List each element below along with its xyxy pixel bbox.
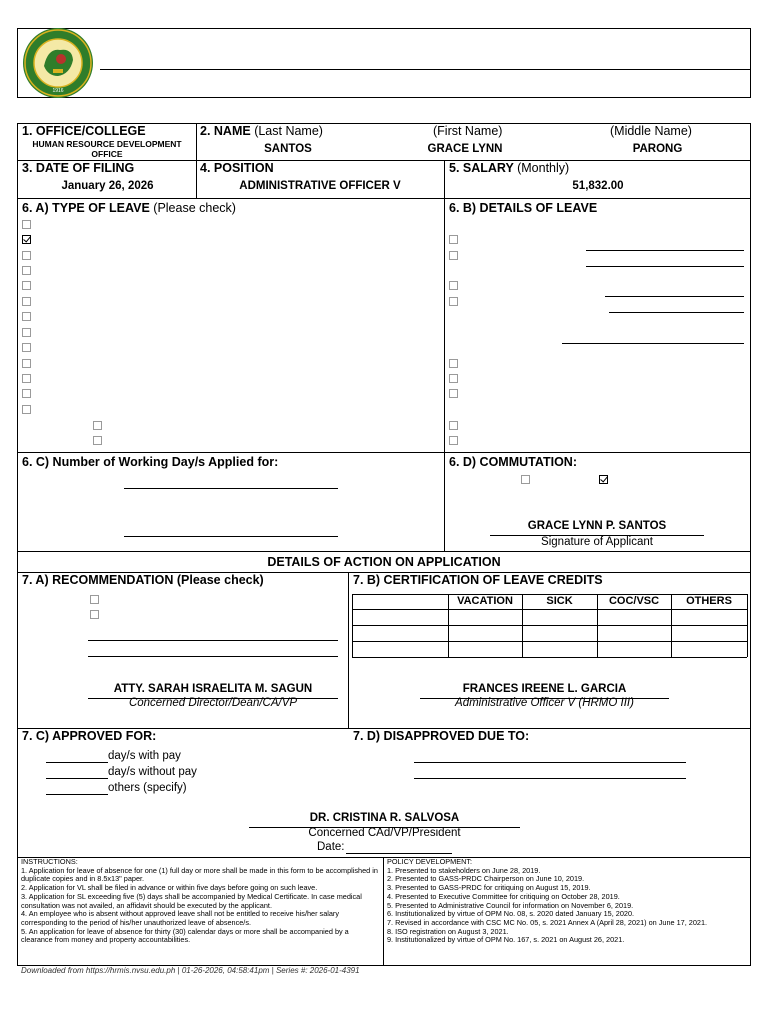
applicant-name: GRACE LYNN P. SANTOS bbox=[527, 520, 667, 532]
leave-detail-checkbox[interactable] bbox=[449, 359, 458, 368]
leave-type-checkbox[interactable] bbox=[22, 281, 31, 290]
credits-column-header: OTHERS bbox=[686, 595, 732, 607]
policy-item: 2. Presented to GASS-PRDC Chairperson on June 10, 2019. bbox=[387, 874, 585, 884]
approved-line-2: day/s without pay bbox=[108, 766, 197, 778]
details-line-5 bbox=[562, 343, 744, 344]
salary-label: 5. SALARY (Monthly) bbox=[449, 161, 570, 175]
first-name-label: (First Name) bbox=[433, 124, 503, 138]
credits-column-header: COC/VSC bbox=[608, 595, 660, 607]
recommend-disapprove-checkbox[interactable] bbox=[90, 610, 99, 619]
details-line-3 bbox=[605, 296, 744, 297]
credits-row-line bbox=[352, 657, 747, 658]
position-value: ADMINISTRATIVE OFFICER V bbox=[239, 180, 401, 192]
leave-type-checkbox[interactable] bbox=[22, 235, 31, 244]
disapproved-line-2 bbox=[414, 778, 686, 779]
row6c-top bbox=[17, 452, 751, 453]
university-seal-logo bbox=[18, 26, 98, 100]
first-name-value: GRACE LYNN bbox=[427, 143, 503, 155]
instruction-item: 3. Application for SL exceeding five (5) days shall be accompanied by Medical Certificate. In case medical consultation was not availed, an affidavit should be executed by the applicant. bbox=[21, 891, 362, 910]
download-footer: Downloaded from https://hrmis.nvsu.edu.ph | 01-26-2026, 04:58:41pm | Series #: 2026-01-4391 bbox=[21, 966, 360, 975]
leave-type-checkbox[interactable] bbox=[22, 312, 31, 321]
sec6-div bbox=[444, 198, 445, 552]
sec7ab-div bbox=[348, 572, 349, 728]
policy-item: 8. ISO registration on August 3, 2021. bbox=[387, 926, 509, 936]
approved-blank-3 bbox=[46, 794, 108, 795]
details-line-4 bbox=[609, 312, 744, 313]
credits-column-header: SICK bbox=[546, 595, 573, 607]
approved-blank-1 bbox=[46, 762, 108, 763]
working-days-line-1 bbox=[124, 488, 338, 489]
middle-name-label: (Middle Name) bbox=[610, 124, 692, 138]
leave-type-checkbox[interactable] bbox=[22, 328, 31, 337]
svg-text:1916: 1916 bbox=[52, 88, 64, 94]
leave-type-checkbox[interactable] bbox=[22, 220, 31, 229]
recommend-approve-checkbox[interactable] bbox=[90, 595, 99, 604]
name-label: 2. NAME (Last Name) bbox=[200, 124, 323, 138]
row2-div-a bbox=[196, 160, 197, 198]
credits-column-header: VACATION bbox=[457, 595, 513, 607]
applicant-caption: Signature of Applicant bbox=[541, 536, 653, 548]
certification-title: Administrative Officer V (HRMO III) bbox=[455, 697, 634, 709]
approved-label: 7. C) APPROVED FOR: bbox=[22, 729, 157, 743]
credits-row-line bbox=[352, 641, 747, 642]
credits-col-line bbox=[747, 594, 748, 657]
leave-detail-checkbox[interactable] bbox=[449, 235, 458, 244]
working-days-line-2 bbox=[124, 536, 338, 537]
instructions-heading: INSTRUCTIONS: bbox=[21, 857, 78, 866]
leave-type-checkbox[interactable] bbox=[93, 421, 102, 430]
credits-row-line bbox=[352, 625, 747, 626]
header-box bbox=[17, 28, 751, 98]
date-label: Date: bbox=[317, 841, 345, 853]
leave-type-checkbox[interactable] bbox=[93, 436, 102, 445]
row2-div-b bbox=[444, 160, 445, 198]
president-title: Concerned CAd/VP/President bbox=[308, 827, 461, 839]
credits-row-line bbox=[352, 609, 747, 610]
leave-detail-checkbox[interactable] bbox=[449, 421, 458, 430]
policy-heading: POLICY DEVELOPMENT: bbox=[387, 857, 473, 866]
disapproved-line-1 bbox=[414, 762, 686, 763]
leave-type-checkbox[interactable] bbox=[22, 251, 31, 260]
leave-type-checkbox[interactable] bbox=[22, 374, 31, 383]
recommend-line-2 bbox=[88, 656, 338, 657]
row1-div bbox=[196, 123, 197, 160]
leave-detail-checkbox[interactable] bbox=[449, 436, 458, 445]
recommendation-title: Concerned Director/Dean/CA/VP bbox=[128, 697, 298, 709]
leave-type-checkbox[interactable] bbox=[22, 266, 31, 275]
instruction-item: 2. Application for VL shall be filed in advance or within five days before going on such leave. bbox=[21, 883, 318, 893]
action-top bbox=[17, 551, 751, 552]
leave-detail-checkbox[interactable] bbox=[449, 251, 458, 260]
policy-item: 9. Institutionalized by virtue of OPM No. 167, s. 2021 on August 26, 2021. bbox=[387, 935, 625, 945]
leave-detail-checkbox[interactable] bbox=[449, 297, 458, 306]
details-line-1 bbox=[586, 250, 744, 251]
details-leave-label: 6. B) DETAILS OF LEAVE bbox=[449, 201, 598, 215]
instruction-item: 1. Application for leave of absence for one (1) full day or more shall be made in this form to be accomplished in duplicate copies and in 8.5x13" paper. bbox=[21, 865, 378, 884]
last-name-value: SANTOS bbox=[264, 143, 312, 155]
salary-value: 51,832.00 bbox=[572, 180, 624, 192]
recommendation-signatory: ATTY. SARAH ISRAELITA M. SAGUN bbox=[113, 683, 313, 695]
date-line bbox=[346, 853, 452, 854]
leave-detail-checkbox[interactable] bbox=[449, 281, 458, 290]
details-line-2 bbox=[586, 266, 744, 267]
commutation-requested-checkbox[interactable] bbox=[599, 475, 608, 484]
leave-detail-checkbox[interactable] bbox=[449, 389, 458, 398]
leave-detail-checkbox[interactable] bbox=[449, 374, 458, 383]
recommendation-label: 7. A) RECOMMENDATION (Please check) bbox=[22, 573, 264, 587]
middle-name-value: PARONG bbox=[632, 143, 683, 155]
position-label: 4. POSITION bbox=[200, 161, 274, 175]
approved-blank-2 bbox=[46, 778, 108, 779]
working-days-label: 6. C) Number of Working Day/s Applied for: bbox=[22, 455, 279, 469]
policy-item: 6. Institutionalized by virtue of OPM No. 08, s. 2020 dated January 15, 2020. bbox=[387, 909, 635, 919]
instruction-item: 4. An employee who is absent without approved leave shall not be entitled to receive his/her salary corresponding to the period of his/her unauthorized leave of absence/s. bbox=[21, 909, 340, 927]
date-filing-value: January 26, 2026 bbox=[61, 180, 154, 192]
leave-type-checkbox[interactable] bbox=[22, 405, 31, 414]
policy-item: 5. Presented to Administrative Council for information on November 6, 2019. bbox=[387, 900, 634, 910]
approved-line-1: day/s with pay bbox=[108, 750, 181, 762]
leave-type-checkbox[interactable] bbox=[22, 389, 31, 398]
instructions-div bbox=[383, 857, 384, 966]
leave-type-checkbox[interactable] bbox=[22, 343, 31, 352]
policy-item: 3. Presented to GASS-PRDC for critiquing on August 15, 2019. bbox=[387, 883, 591, 893]
president-name: DR. CRISTINA R. SALVOSA bbox=[309, 812, 460, 824]
credits-col-line bbox=[352, 594, 353, 657]
certification-signatory: FRANCES IREENE L. GARCIA bbox=[462, 683, 627, 695]
office-value: HUMAN RESOURCE DEVELOPMENT OFFICE bbox=[32, 139, 182, 159]
action-header: DETAILS OF ACTION ON APPLICATION bbox=[267, 555, 501, 569]
disapproved-label: 7. D) DISAPPROVED DUE TO: bbox=[353, 729, 530, 743]
office-label: 1. OFFICE/COLLEGE bbox=[22, 124, 146, 138]
recommend-line-1 bbox=[88, 640, 338, 641]
type-leave-label: 6. A) TYPE OF LEAVE (Please check) bbox=[22, 201, 236, 215]
header-divider bbox=[100, 69, 751, 70]
instruction-item: 5. An application for leave of absence for thirty (30) calendar days or more shall be accompanied by a clearance from money and property accountabilities. bbox=[21, 926, 349, 945]
instructions-block bbox=[21, 858, 381, 945]
approved-line-3: others (specify) bbox=[108, 782, 187, 794]
certification-label: 7. B) CERTIFICATION OF LEAVE CREDITS bbox=[353, 573, 603, 587]
policy-item: 7. Revised in accordance with CSC MC No. 05, s. 2021 Annex A (April 28, 2021) on June 17, 2021. bbox=[387, 917, 708, 927]
commutation-label: 6. D) COMMUTATION: bbox=[449, 455, 577, 469]
policy-block bbox=[387, 858, 747, 945]
commutation-not-requested-checkbox[interactable] bbox=[521, 475, 530, 484]
policy-item: 1. Presented to stakeholders on June 28, 2019. bbox=[387, 865, 541, 875]
row2-bottom bbox=[17, 198, 751, 199]
leave-type-checkbox[interactable] bbox=[22, 297, 31, 306]
policy-item: 4. Presented to Executive Committee for critiquing on October 28, 2019. bbox=[387, 891, 620, 901]
date-filing-label: 3. DATE OF FILING bbox=[22, 161, 135, 175]
leave-type-checkbox[interactable] bbox=[22, 359, 31, 368]
